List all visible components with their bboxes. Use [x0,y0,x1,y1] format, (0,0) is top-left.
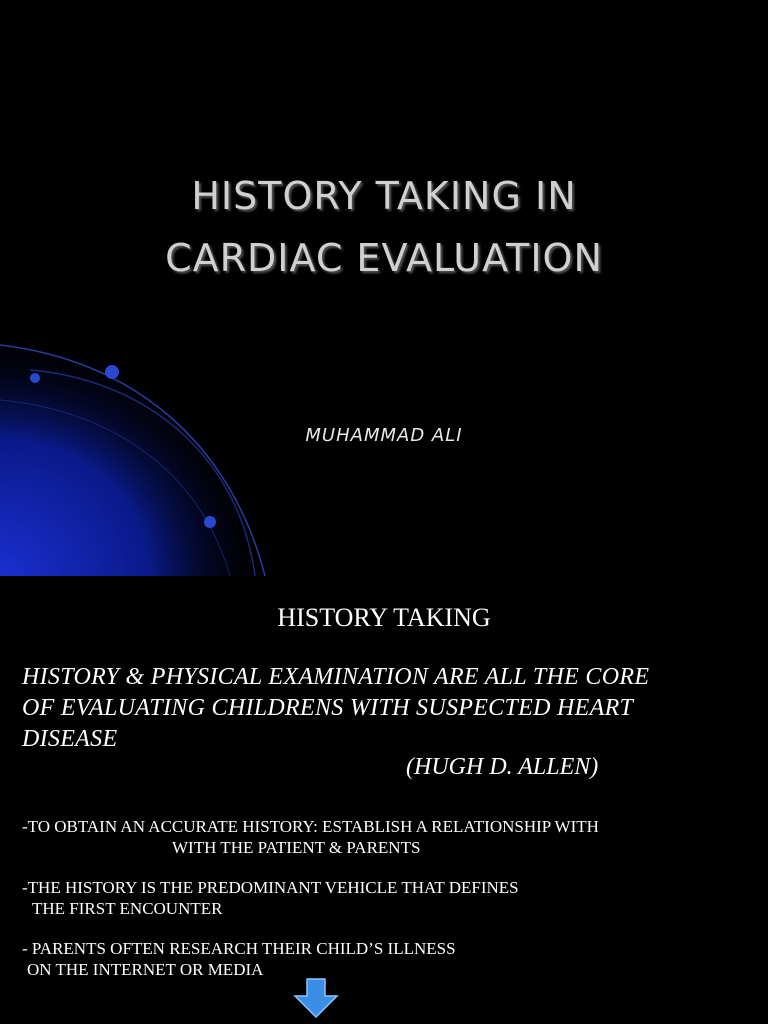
quote-line-3: DISEASE [22,726,118,752]
quote-source: (HUGH D. ALLEN) [406,754,599,780]
bullet-1-line-2: WITH THE PATIENT & PARENTS [172,838,421,857]
down-arrow-icon [293,978,339,1018]
presentation-title [0,165,768,289]
history-taking-slide [0,576,768,1024]
bullet-3-line-1: - PARENTS OFTEN RESEARCH THEIR CHILD’S ILLNESS [22,939,456,958]
title-line-1: HISTORY TAKING IN [191,174,577,218]
bullet-2-line-2: THE FIRST ENCOUNTER [32,899,223,918]
author-name: MUHAMMAD ALI [305,425,463,446]
quote-line-2: OF EVALUATING CHILDRENS WITH SUSPECTED HEART [22,695,634,721]
bullet-item [22,938,456,980]
title-line-2: CARDIAC EVALUATION [165,236,603,280]
quote-text [22,662,752,755]
bullet-item [22,877,519,919]
bullet-3-line-2: ON THE INTERNET OR MEDIA [27,960,264,979]
bullet-1-line-1: -TO OBTAIN AN ACCURATE HISTORY: ESTABLISH A RELATIONSHIP WITH [22,817,599,836]
bullet-item [22,816,599,858]
bullet-2-line-1: -THE HISTORY IS THE PREDOMINANT VEHICLE THAT DEFINES [22,878,519,897]
quote-line-1: HISTORY & PHYSICAL EXAMINATION ARE ALL THE CORE [22,664,650,690]
slide-heading: HISTORY TAKING [277,603,491,632]
